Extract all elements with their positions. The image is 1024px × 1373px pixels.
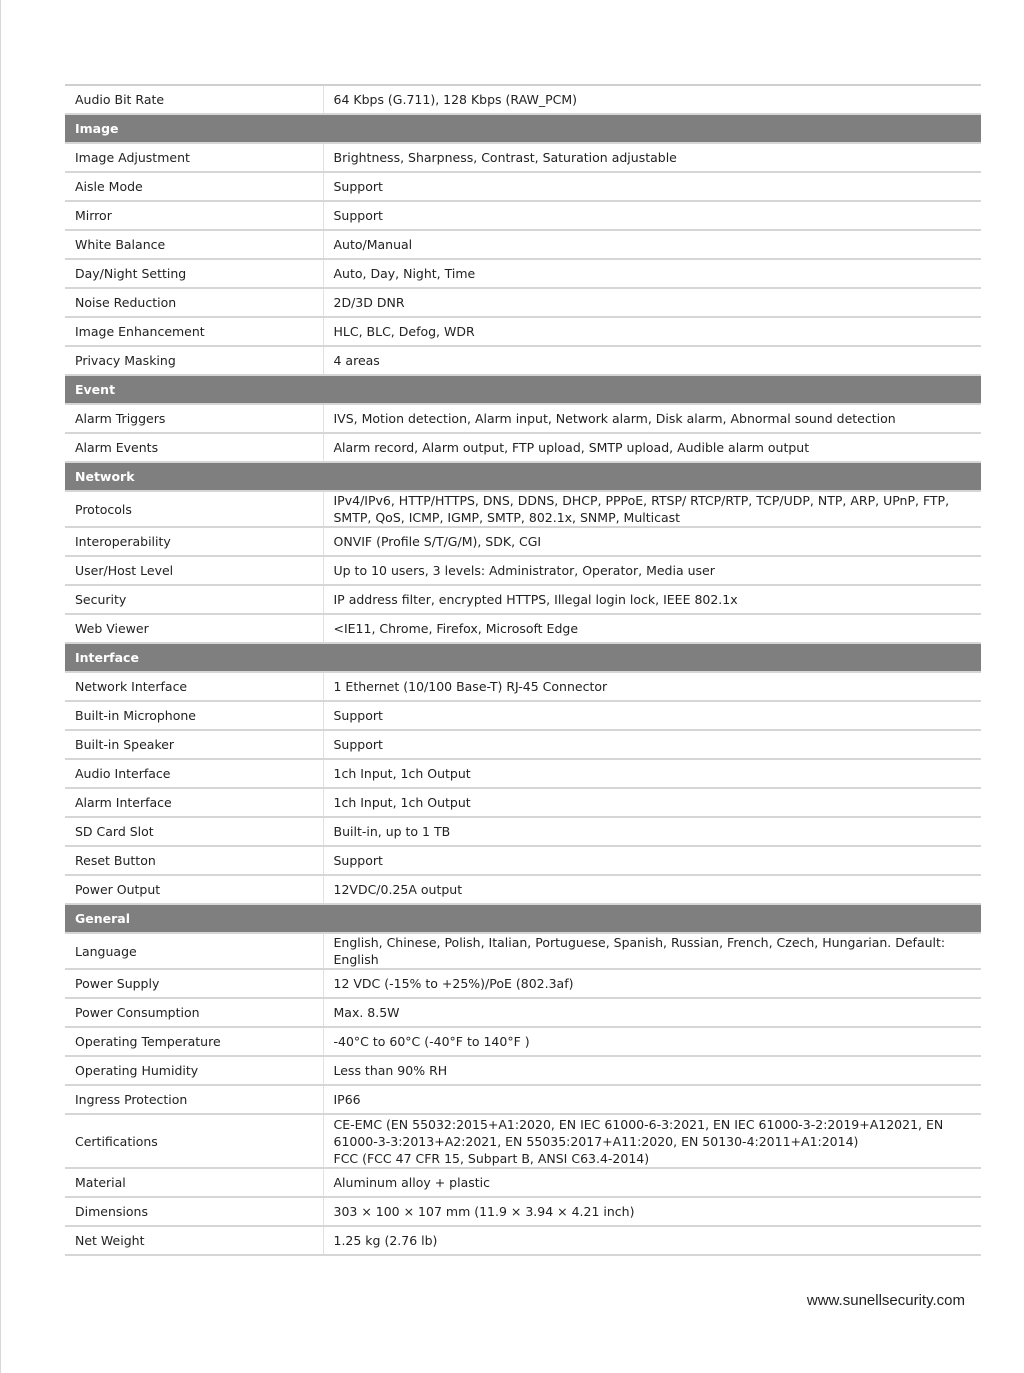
spec-value-line: FCC (FCC 47 CFR 15, Subpart B, ANSI C63.4-2014): [333, 1150, 650, 1166]
spec-label: Built-in Microphone: [65, 701, 323, 730]
spec-row: [65, 1226, 981, 1255]
spec-value: <IE11, Chrome, Firefox, Microsoft Edge: [323, 614, 981, 643]
section-title: Network: [65, 462, 981, 491]
spec-row: [65, 259, 981, 288]
spec-label: Web Viewer: [65, 614, 323, 643]
spec-value: 303 × 100 × 107 mm (11.9 × 3.94 × 4.21 inch): [323, 1197, 981, 1226]
spec-table-body: [65, 85, 981, 1255]
spec-label: Certifications: [65, 1114, 323, 1168]
spec-row: [65, 172, 981, 201]
spec-value: Built-in, up to 1 TB: [323, 817, 981, 846]
spec-label: Protocols: [65, 491, 323, 527]
spec-label: Noise Reduction: [65, 288, 323, 317]
spec-label: User/Host Level: [65, 556, 323, 585]
spec-value: Support: [323, 730, 981, 759]
spec-value: 1ch Input, 1ch Output: [323, 759, 981, 788]
section-title: Interface: [65, 643, 981, 672]
spec-row: [65, 1085, 981, 1114]
spec-label: Material: [65, 1168, 323, 1197]
spec-label: Power Output: [65, 875, 323, 904]
spec-value: 12VDC/0.25A output: [323, 875, 981, 904]
spec-row: [65, 998, 981, 1027]
spec-row: [65, 614, 981, 643]
spec-value: Less than 90% RH: [323, 1056, 981, 1085]
spec-label: Language: [65, 933, 323, 969]
spec-label: Audio Bit Rate: [65, 85, 323, 114]
spec-value: 1ch Input, 1ch Output: [323, 788, 981, 817]
spec-value: Auto, Day, Night, Time: [323, 259, 981, 288]
section-title: General: [65, 904, 981, 933]
spec-value-line: CE-EMC (EN 55032:2015+A1:2020, EN IEC 61000-6-3:2021, EN IEC 61000-3-2:2019+A12021, EN 61000-3-3:2013+A2:2021, EN 55035:2017+A11:2020, EN 50130-4:2011+A1:2014): [333, 1116, 944, 1149]
spec-label: Network Interface: [65, 672, 323, 701]
spec-value: [323, 1114, 981, 1168]
spec-label: Alarm Triggers: [65, 404, 323, 433]
section-header: [65, 904, 981, 933]
spec-row: [65, 527, 981, 556]
spec-row: [65, 317, 981, 346]
spec-value: 4 areas: [323, 346, 981, 375]
spec-row: [65, 230, 981, 259]
spec-label: Ingress Protection: [65, 1085, 323, 1114]
section-header: [65, 114, 981, 143]
spec-row: [65, 346, 981, 375]
spec-row: [65, 672, 981, 701]
spec-value: IP66: [323, 1085, 981, 1114]
spec-value: Support: [323, 201, 981, 230]
spec-row: [65, 1056, 981, 1085]
spec-value: 12 VDC (-15% to +25%)/PoE (802.3af): [323, 969, 981, 998]
spec-value: IPv4/IPv6, HTTP/HTTPS, DNS, DDNS, DHCP, PPPoE, RTSP/ RTCP/RTP, TCP/UDP, NTP, ARP, UPnP, FTP, SMTP, QoS, ICMP, IGMP, SMTP, 802.1x, SNMP, Multicast: [323, 491, 981, 527]
spec-label: Net Weight: [65, 1226, 323, 1255]
spec-value: Max. 8.5W: [323, 998, 981, 1027]
spec-label: Image Enhancement: [65, 317, 323, 346]
spec-value: Brightness, Sharpness, Contrast, Saturation adjustable: [323, 143, 981, 172]
spec-row: [65, 1197, 981, 1226]
spec-label: Built-in Speaker: [65, 730, 323, 759]
spec-value: ONVIF (Profile S/T/G/M), SDK, CGI: [323, 527, 981, 556]
spec-value: English, Chinese, Polish, Italian, Portuguese, Spanish, Russian, French, Czech, Hungarian. Default: English: [323, 933, 981, 969]
spec-label: Mirror: [65, 201, 323, 230]
spec-row: [65, 875, 981, 904]
spec-row: [65, 585, 981, 614]
spec-label: Operating Temperature: [65, 1027, 323, 1056]
spec-row: [65, 846, 981, 875]
spec-row: [65, 433, 981, 462]
spec-value: 1 Ethernet (10/100 Base-T) RJ-45 Connector: [323, 672, 981, 701]
spec-value: Aluminum alloy + plastic: [323, 1168, 981, 1197]
spec-value: Support: [323, 172, 981, 201]
spec-table: [65, 84, 981, 1256]
spec-value: 2D/3D DNR: [323, 288, 981, 317]
spec-value: Up to 10 users, 3 levels: Administrator, Operator, Media user: [323, 556, 981, 585]
spec-label: Dimensions: [65, 1197, 323, 1226]
spec-row: [65, 788, 981, 817]
section-header: [65, 643, 981, 672]
spec-row: [65, 730, 981, 759]
spec-value: Auto/Manual: [323, 230, 981, 259]
spec-label: Day/Night Setting: [65, 259, 323, 288]
spec-row: [65, 969, 981, 998]
spec-label: Power Consumption: [65, 998, 323, 1027]
spec-label: SD Card Slot: [65, 817, 323, 846]
spec-label: Security: [65, 585, 323, 614]
spec-row: [65, 701, 981, 730]
spec-label: Aisle Mode: [65, 172, 323, 201]
section-header: [65, 462, 981, 491]
spec-row: [65, 1027, 981, 1056]
spec-row: [65, 556, 981, 585]
spec-value: Support: [323, 701, 981, 730]
spec-label: Interoperability: [65, 527, 323, 556]
spec-label: Audio Interface: [65, 759, 323, 788]
spec-label: Alarm Interface: [65, 788, 323, 817]
spec-value: IVS, Motion detection, Alarm input, Network alarm, Disk alarm, Abnormal sound detection: [323, 404, 981, 433]
spec-label: Privacy Masking: [65, 346, 323, 375]
spec-row: [65, 759, 981, 788]
spec-row: [65, 404, 981, 433]
section-title: Event: [65, 375, 981, 404]
spec-value: 1.25 kg (2.76 lb): [323, 1226, 981, 1255]
spec-row: [65, 491, 981, 527]
spec-row: [65, 933, 981, 969]
spec-label: White Balance: [65, 230, 323, 259]
spec-row: [65, 817, 981, 846]
spec-value: IP address filter, encrypted HTTPS, Illegal login lock, IEEE 802.1x: [323, 585, 981, 614]
spec-value: HLC, BLC, Defog, WDR: [323, 317, 981, 346]
spec-row: [65, 85, 981, 114]
spec-label: Power Supply: [65, 969, 323, 998]
page-edge: [0, 0, 1, 1373]
spec-row: [65, 1168, 981, 1197]
spec-label: Alarm Events: [65, 433, 323, 462]
spec-row: [65, 201, 981, 230]
spec-label: Image Adjustment: [65, 143, 323, 172]
spec-label: Reset Button: [65, 846, 323, 875]
footer-website: www.sunellsecurity.com: [806, 1292, 965, 1309]
spec-label: Operating Humidity: [65, 1056, 323, 1085]
spec-row: [65, 1114, 981, 1168]
spec-value: -40°C to 60°C (-40°F to 140°F ): [323, 1027, 981, 1056]
spec-row: [65, 288, 981, 317]
spec-value: 64 Kbps (G.711), 128 Kbps (RAW_PCM): [323, 85, 981, 114]
section-header: [65, 375, 981, 404]
section-title: Image: [65, 114, 981, 143]
spec-value: Alarm record, Alarm output, FTP upload, SMTP upload, Audible alarm output: [323, 433, 981, 462]
spec-value: Support: [323, 846, 981, 875]
spec-row: [65, 143, 981, 172]
